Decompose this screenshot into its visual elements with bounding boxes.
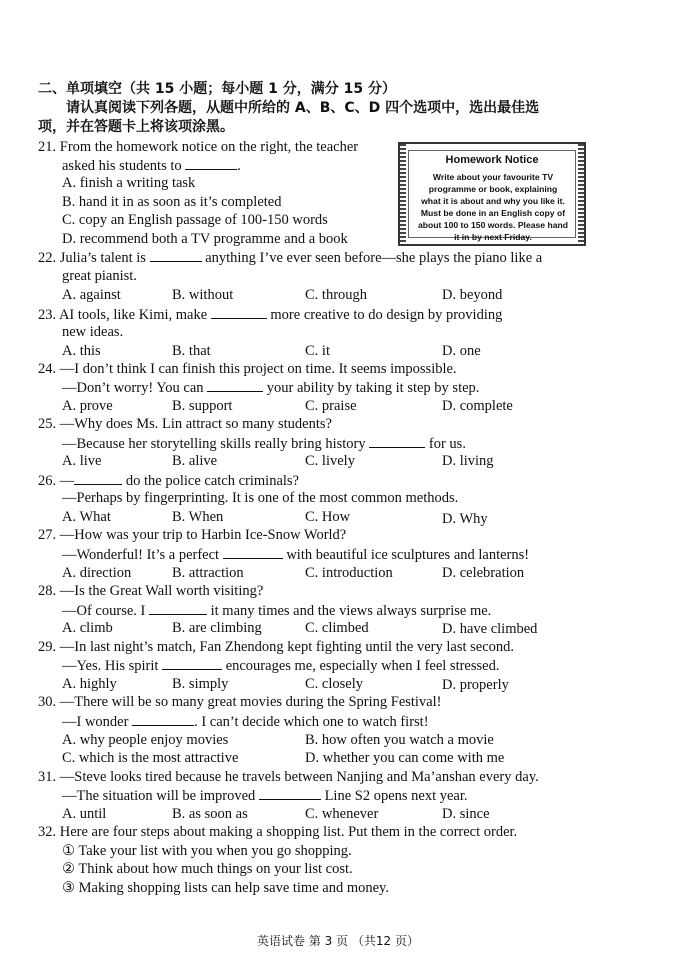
option-d: D. living xyxy=(442,453,494,469)
question-28 xyxy=(38,582,263,600)
option-d: D. whether you can come with me xyxy=(305,750,505,766)
question-stem: —How was your trip to Harbin Ice-Snow World? xyxy=(59,527,347,543)
question-31-line-2 xyxy=(62,786,468,805)
option-c: C. through xyxy=(305,287,368,303)
option-c: C. How xyxy=(305,509,351,525)
option-c: C. closely xyxy=(305,676,363,692)
section-instruction-2: 项，并在答题卡上将该项涂黑。 xyxy=(38,119,234,135)
option-b: B. support xyxy=(172,398,233,414)
question-stem: do the police catch criminals? xyxy=(125,473,299,489)
question-stem: with beautiful ice sculptures and lanterns! xyxy=(286,547,530,563)
question-number: 26. xyxy=(38,473,57,489)
step-3 xyxy=(62,879,389,897)
question-stem: it many times and the views always surprise me. xyxy=(210,603,492,619)
question-21-line-2 xyxy=(62,156,241,175)
option-c: C. climbed xyxy=(305,620,369,636)
question-stem: Line S2 opens next year. xyxy=(324,788,468,804)
option-d: D. recommend both a TV programme and a book xyxy=(62,231,348,247)
question-stem: —Steve looks tired because he travels between Nanjing and Ma’anshan every day. xyxy=(59,769,539,785)
question-number: 27. xyxy=(38,527,57,543)
step-1 xyxy=(62,842,352,860)
question-number: 29. xyxy=(38,639,57,655)
question-26-line-2: —Perhaps by fingerprinting. It is one of the most common methods. xyxy=(62,490,459,506)
question-stem: AI tools, like Kimi, make xyxy=(58,307,208,323)
option-a: A. prove xyxy=(62,398,113,414)
notice-title: Homework Notice xyxy=(445,154,539,166)
question-stem: —Is the Great Wall worth visiting? xyxy=(59,583,264,599)
step-marker: ③ xyxy=(62,880,75,896)
option-b: B. alive xyxy=(172,453,218,469)
answer-blank xyxy=(207,378,263,392)
question-29 xyxy=(38,638,514,656)
answer-blank xyxy=(369,434,425,448)
option-d: D. complete xyxy=(442,398,513,414)
question-number: 32. xyxy=(38,824,57,840)
option-a: A. why people enjoy movies xyxy=(62,732,229,748)
question-24 xyxy=(38,360,457,378)
option-b: B. attraction xyxy=(172,565,244,581)
question-27-line-2 xyxy=(62,545,529,564)
option-b: B. how often you watch a movie xyxy=(305,732,494,748)
question-stem: — xyxy=(59,473,75,489)
question-punctuation: . xyxy=(237,158,241,174)
option-d: D. properly xyxy=(442,677,509,693)
question-stem: —There will be so many great movies during the Spring Festival! xyxy=(59,694,442,710)
question-number: 21. xyxy=(38,139,57,155)
option-b: B. When xyxy=(172,509,224,525)
option-d: D. one xyxy=(442,343,481,359)
question-21 xyxy=(38,138,358,156)
question-25-line-2 xyxy=(62,434,466,453)
option-c: C. which is the most attractive xyxy=(62,750,239,766)
option-c: C. praise xyxy=(305,398,357,414)
question-24-line-2 xyxy=(62,378,479,397)
question-stem: for us. xyxy=(428,436,466,452)
question-23-cont: new ideas. xyxy=(62,324,124,340)
answer-blank xyxy=(185,156,237,170)
option-d: D. beyond xyxy=(442,287,503,303)
question-stem: asked his students to xyxy=(62,158,182,174)
question-number: 24. xyxy=(38,361,57,377)
question-stem: anything I’ve ever seen before—she plays the piano like a xyxy=(205,250,543,266)
question-stem: Here are four steps about making a shopping list. Put them in the correct order. xyxy=(59,824,518,840)
notice-body: Write about your favourite TV programme or book, explaining what it is about and why you like it. Must be done in an English copy of about 100 to 150 words. Please hand it in by next Friday. xyxy=(418,172,568,242)
question-stem: —I wonder xyxy=(62,714,129,730)
question-stem: your ability by taking it step by step. xyxy=(266,380,480,396)
question-23 xyxy=(38,305,502,324)
question-stem: . I can’t decide which one to watch first! xyxy=(194,714,429,730)
question-stem: From the homework notice on the right, the teacher xyxy=(59,139,359,155)
option-c: C. lively xyxy=(305,453,355,469)
question-stem: —Wonderful! It’s a perfect xyxy=(62,547,220,563)
question-number: 31. xyxy=(38,769,57,785)
question-22-cont: great pianist. xyxy=(62,268,137,284)
option-c: C. whenever xyxy=(305,806,379,822)
answer-blank xyxy=(211,305,267,319)
step-2 xyxy=(62,860,353,878)
option-d: D. have climbed xyxy=(442,621,538,637)
question-number: 23. xyxy=(38,307,57,323)
answer-blank xyxy=(74,471,122,485)
section-instruction-1: 请认真阅读下列各题，从题中所给的 A、B、C、D 四个选项中，选出最佳选 xyxy=(66,100,540,116)
question-stem: —The situation will be improved xyxy=(62,788,256,804)
question-32 xyxy=(38,823,517,841)
question-stem: —Yes. His spirit xyxy=(62,658,159,674)
answer-blank xyxy=(150,248,202,262)
question-stem: —Don’t worry! You can xyxy=(62,380,204,396)
option-a: A. against xyxy=(62,287,121,303)
option-a: A. until xyxy=(62,806,107,822)
page-footer: 英语试卷 第 3 页 （共12 页） xyxy=(257,934,419,948)
option-d: D. since xyxy=(442,806,490,822)
option-c: C. copy an English passage of 100-150 words xyxy=(62,212,328,228)
option-a: A. this xyxy=(62,343,101,359)
answer-blank xyxy=(259,786,321,800)
step-text: Take your list with you when you go shopping. xyxy=(78,843,352,859)
question-stem: Julia’s talent is xyxy=(59,250,146,266)
question-stem: —Why does Ms. Lin attract so many students? xyxy=(59,416,332,432)
question-26 xyxy=(38,471,299,490)
option-b: B. simply xyxy=(172,676,229,692)
question-stem: —I don’t think I can finish this project on time. It seems impossible. xyxy=(59,361,457,377)
question-number: 30. xyxy=(38,694,57,710)
step-marker: ② xyxy=(62,861,75,877)
question-29-line-2 xyxy=(62,656,499,675)
answer-blank xyxy=(149,601,207,615)
option-a: A. live xyxy=(62,453,102,469)
question-22 xyxy=(38,248,542,267)
option-b: B. that xyxy=(172,343,211,359)
step-text: Making shopping lists can help save time and money. xyxy=(78,880,389,896)
question-stem: encourages me, especially when I feel stressed. xyxy=(225,658,500,674)
question-stem: —Because her storytelling skills really bring history xyxy=(62,436,366,452)
option-a: A. highly xyxy=(62,676,117,692)
option-a: A. What xyxy=(62,509,111,525)
question-25 xyxy=(38,415,332,433)
answer-blank xyxy=(223,545,283,559)
section-heading: 二、单项填空（共 15 小题；每小题 1 分，满分 15 分） xyxy=(38,81,396,97)
option-b: B. hand it in as soon as it’s completed xyxy=(62,194,282,210)
option-d: D. celebration xyxy=(442,565,525,581)
option-b: B. without xyxy=(172,287,234,303)
question-stem: —Of course. I xyxy=(62,603,146,619)
question-31 xyxy=(38,768,539,786)
option-c: C. it xyxy=(305,343,330,359)
option-b: B. as soon as xyxy=(172,806,248,822)
question-stem: —In last night’s match, Fan Zhendong kept fighting until the very last second. xyxy=(59,639,515,655)
option-a: A. finish a writing task xyxy=(62,175,196,191)
question-30-line-2 xyxy=(62,712,429,731)
step-text: Think about how much things on your list cost. xyxy=(78,861,353,877)
question-28-line-2 xyxy=(62,601,491,620)
answer-blank xyxy=(162,656,222,670)
step-marker: ① xyxy=(62,843,75,859)
question-number: 28. xyxy=(38,583,57,599)
question-stem: more creative to do design by providing xyxy=(270,307,503,323)
question-27 xyxy=(38,526,346,544)
homework-notice xyxy=(398,142,586,246)
question-number: 25. xyxy=(38,416,57,432)
question-number: 22. xyxy=(38,250,57,266)
option-d: D. Why xyxy=(442,511,488,527)
option-a: A. climb xyxy=(62,620,113,636)
question-30 xyxy=(38,693,442,711)
answer-blank xyxy=(132,712,194,726)
option-c: C. introduction xyxy=(305,565,393,581)
option-b: B. are climbing xyxy=(172,620,262,636)
option-a: A. direction xyxy=(62,565,132,581)
